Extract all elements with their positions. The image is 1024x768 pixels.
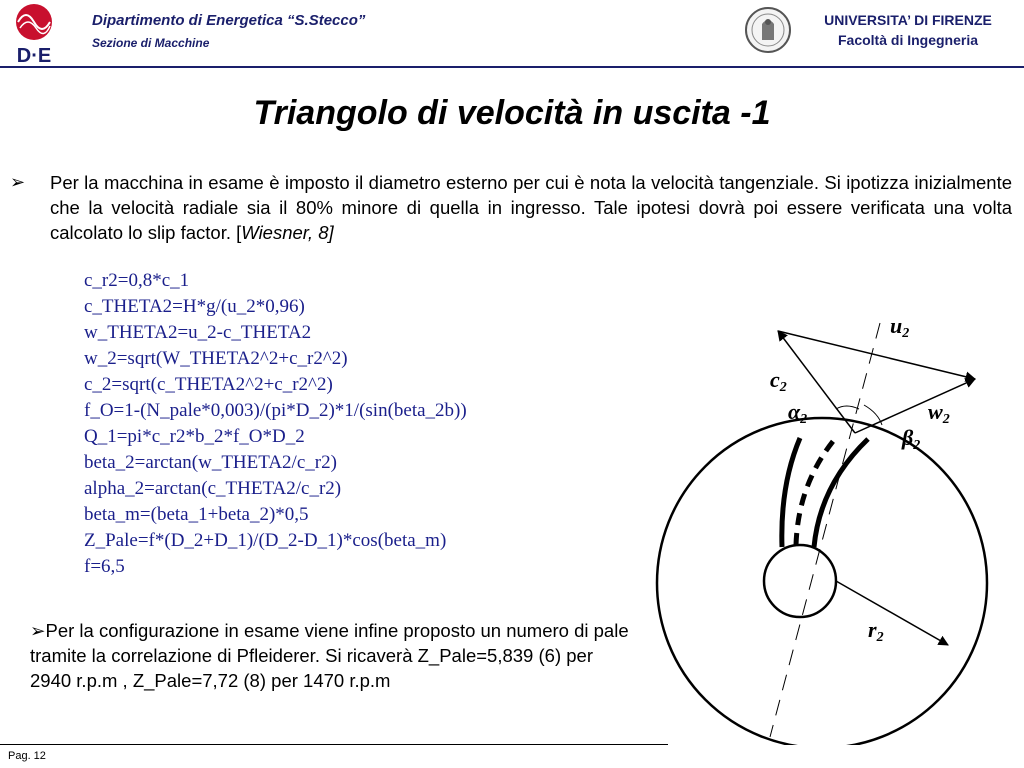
- section-name: Sezione di Macchine: [92, 36, 210, 50]
- u2-vector: [778, 331, 975, 379]
- university-seal: [744, 6, 792, 54]
- w2-label: w2: [928, 399, 950, 427]
- bullet-paragraph-2: ➢Per la configurazione in esame viene infine proposto un numero di pale tramite la correlazione di Pfleiderer. Si ricaverà Z_Pale=5,839 (6) per 2940 r.p.m , Z_Pale=7,72 (8) per 1470 r.p.m: [30, 620, 629, 691]
- formula-line: Q_1=pi*c_r2*b_2*f_O*D_2: [84, 426, 305, 447]
- beta2-label: β2: [902, 425, 921, 453]
- r2-vector: [836, 581, 948, 645]
- faculty-name: Facoltà di Ingegneria: [837, 32, 979, 48]
- formula-line: f=6,5: [84, 556, 125, 577]
- formula-line: w_2=sqrt(W_THETA2^2+c_r2^2): [84, 348, 348, 369]
- citation: Wiesner, 8]: [241, 222, 334, 243]
- alpha2-label: α2: [788, 399, 808, 427]
- formula-line: alpha_2=arctan(c_THETA2/c_r2): [84, 478, 342, 499]
- formula-line: beta_2=arctan(w_THETA2/c_r2): [84, 452, 337, 473]
- formula-line: beta_m=(beta_1+beta_2)*0,5: [84, 504, 309, 525]
- department-logo: [4, 2, 64, 66]
- hub-circle: [764, 545, 836, 617]
- bullet-arrow-icon: ➢: [10, 172, 26, 192]
- slide-title: Triangolo di velocità in uscita -1: [253, 94, 771, 132]
- c2-label: c2: [770, 367, 787, 395]
- r2-label: r2: [868, 617, 884, 645]
- formula-line: Z_Pale=f*(D_2+D_1)/(D_2-D_1)*cos(beta_m): [84, 530, 447, 551]
- formula-line: f_O=1-(N_pale*0,003)/(pi*D_2)*1/(sin(beta_2b)): [84, 400, 467, 421]
- impeller-outer-circle: [657, 418, 987, 745]
- formula-line: c_2=sqrt(c_THETA2^2+c_r2^2): [84, 374, 333, 395]
- alpha2-arc: [836, 406, 859, 409]
- u2-label: u2: [890, 313, 910, 341]
- formula-list: [84, 268, 467, 580]
- header-divider: [0, 66, 1024, 68]
- velocity-triangle-diagram: [650, 305, 1024, 745]
- footer-divider: [0, 744, 668, 745]
- page-number: Pag. 12: [8, 750, 46, 762]
- blade-left: [782, 438, 800, 547]
- formula-line: c_THETA2=H*g/(u_2*0,96): [84, 296, 305, 317]
- formula-line: w_THETA2=u_2-c_THETA2: [84, 322, 312, 343]
- w2-vector: [855, 379, 975, 433]
- bullet-text: Per la macchina in esame è imposto il diametro esterno per cui è nota la velocità tangenziale. Si ipotizza inizialmente che la velocità radiale sia il 80% minore di quella in ingresso. Tale ipotesi dovrà poi essere verificata una volta calcolato lo slip factor. [: [50, 172, 1012, 243]
- bullet-paragraph-1: [50, 170, 1012, 245]
- university-name: UNIVERSITA’ DI FIRENZE: [824, 12, 992, 28]
- logo-text: D·E: [16, 45, 52, 66]
- blade-right: [814, 439, 868, 547]
- department-name: Dipartimento di Energetica “S.Stecco”: [92, 12, 366, 29]
- formula-line: c_r2=0,8*c_1: [84, 270, 190, 291]
